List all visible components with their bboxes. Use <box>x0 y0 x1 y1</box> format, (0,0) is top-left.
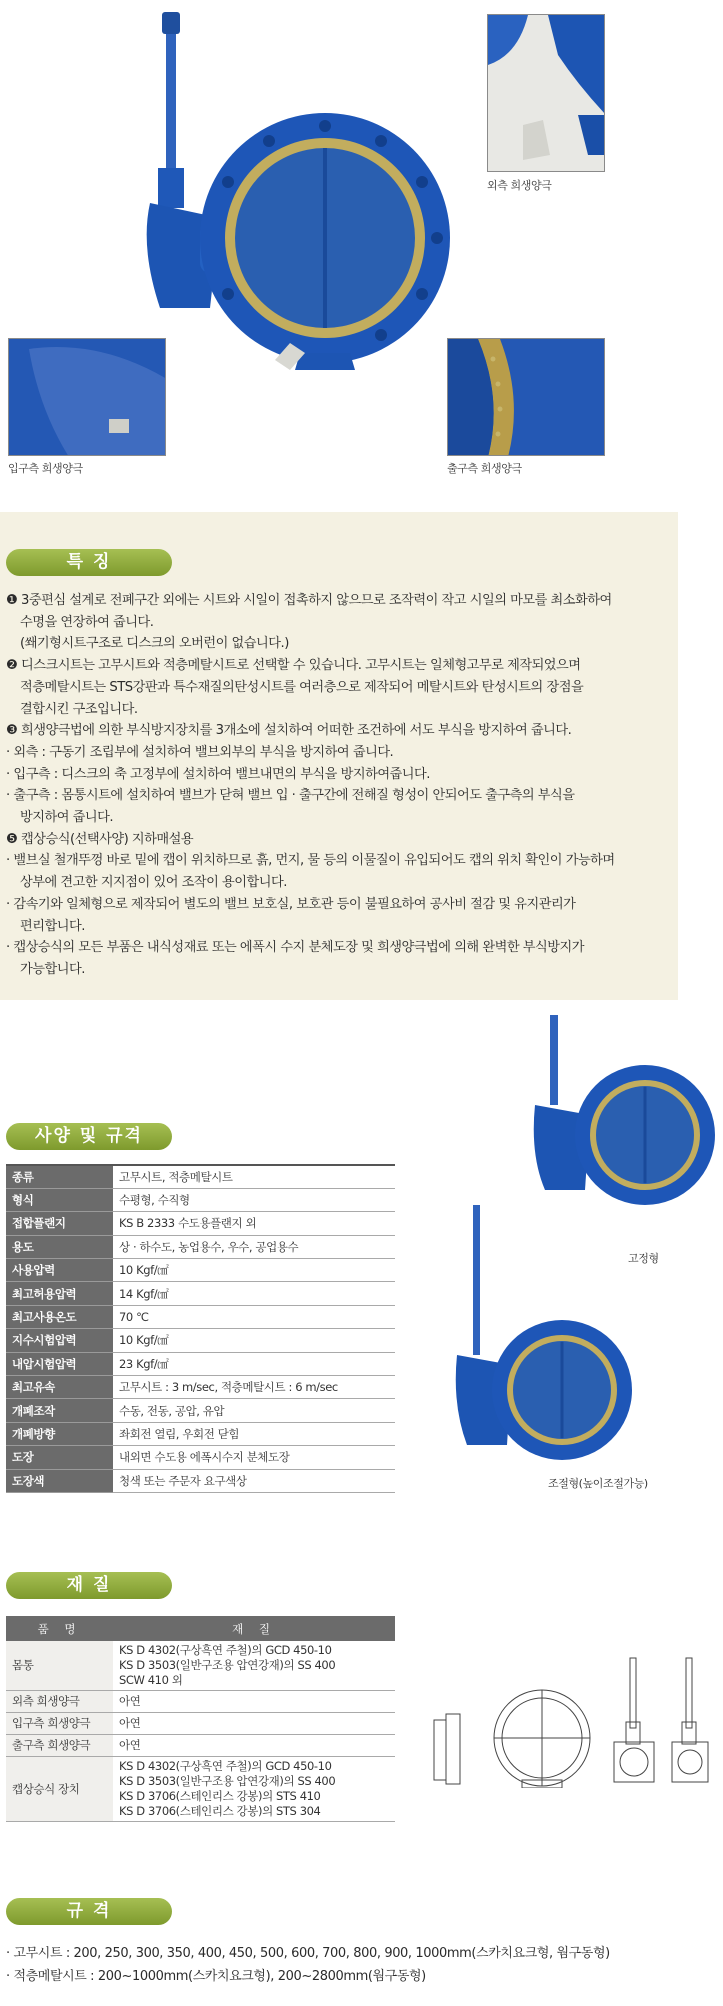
spec-row <box>6 1469 395 1492</box>
spec-value: 70 ℃ <box>113 1305 395 1328</box>
material-spec-line: 아연 <box>119 1716 141 1730</box>
spec-value: 고무시트, 적층메탈시트 <box>113 1165 395 1188</box>
main-valve-photo <box>140 8 460 378</box>
material-spec-line: SCW 410 외 <box>119 1673 183 1687</box>
spec-row <box>6 1422 395 1445</box>
feature-line: · 밸브실 철개뚜껑 바로 밑에 캡이 위치하므로 흙, 먼지, 물 등의 이물질이 유입되어도 캡의 위치 확인이 가능하며 <box>6 853 615 869</box>
specs-heading: 사양 및 규격 <box>6 1123 172 1150</box>
spec-value: 상 · 하수도, 농업용수, 우수, 공업용수 <box>113 1235 395 1258</box>
material-spec <box>113 1757 395 1822</box>
spec-row <box>6 1399 395 1422</box>
spec-key: 사용압력 <box>6 1259 113 1282</box>
material-row <box>6 1713 395 1735</box>
spec-value: 수평형, 수직형 <box>113 1188 395 1211</box>
feature-line: 편리합니다. <box>20 918 85 934</box>
material-part: 입구측 희생양극 <box>6 1713 113 1735</box>
material-spec <box>113 1735 395 1757</box>
outer-anode-caption: 외측 희생양극 <box>487 179 552 192</box>
spec-row <box>6 1188 395 1211</box>
spec-row <box>6 1352 395 1375</box>
spec-key: 형식 <box>6 1188 113 1211</box>
valve-technical-drawing <box>432 1652 720 1788</box>
specs-table <box>6 1164 395 1493</box>
spec-value: 10 Kgf/㎠ <box>113 1329 395 1352</box>
feature-line: ❷ 디스크시트는 고무시트와 적층메탈시트로 선택할 수 있습니다. 고무시트는 일체형고무로 제작되었으며 <box>6 658 581 674</box>
outlet-anode-caption: 출구측 희생양극 <box>447 462 522 475</box>
spec-value: 23 Kgf/㎠ <box>113 1352 395 1375</box>
material-part: 출구측 희생양극 <box>6 1735 113 1757</box>
feature-line: ❺ 캡상승식(선택사양) 지하매설용 <box>6 831 194 847</box>
spec-key: 도장색 <box>6 1469 113 1492</box>
adjustable-type-valve-photo <box>452 1205 642 1465</box>
spec-value: 내외면 수도용 에폭시수지 분체도장 <box>113 1446 395 1469</box>
feature-line: 상부에 견고한 지지점이 있어 조작이 용이합니다. <box>20 875 287 891</box>
spec-value: KS B 2333 수도용플랜지 외 <box>113 1212 395 1235</box>
spec-value: 14 Kgf/㎠ <box>113 1282 395 1305</box>
inlet-anode-photo <box>8 338 166 456</box>
materials-col-part: 품 명 <box>6 1616 113 1641</box>
feature-line: 적층메탈시트는 STS강판과 특수재질의탄성시트를 여러층으로 제작되어 메탈시트와 탄성시트의 장점을 <box>20 679 584 695</box>
feature-line: (쐐기형시트구조로 디스크의 오버런이 없습니다.) <box>20 636 289 652</box>
spec-row <box>6 1376 395 1399</box>
material-row <box>6 1735 395 1757</box>
materials-col-material: 재 질 <box>113 1616 395 1641</box>
spec-key: 내압시험압력 <box>6 1352 113 1375</box>
spec-value: 10 Kgf/㎠ <box>113 1259 395 1282</box>
spec-key: 도장 <box>6 1446 113 1469</box>
outer-anode-photo <box>487 14 605 172</box>
spec-value: 좌회전 열림, 우회전 닫힘 <box>113 1422 395 1445</box>
material-part: 몸통 <box>6 1641 113 1691</box>
feature-line: · 외측 : 구동기 조립부에 설치하여 밸브외부의 부식을 방지하여 줍니다. <box>6 744 394 760</box>
spec-row <box>6 1165 395 1188</box>
adjustable-type-caption: 조절형(높이조절가능) <box>548 1477 648 1490</box>
feature-line: · 감속기와 일체형으로 제작되어 별도의 밸브 보호실, 보호관 등이 불필요하여 공사비 절감 및 유지관리가 <box>6 896 576 912</box>
materials-heading: 재 질 <box>6 1572 172 1599</box>
spec-key: 개폐조작 <box>6 1399 113 1422</box>
material-row <box>6 1757 395 1822</box>
spec-key: 최고허용압력 <box>6 1282 113 1305</box>
material-spec-line: 아연 <box>119 1694 141 1708</box>
spec-row <box>6 1259 395 1282</box>
feature-line: 가능합니다. <box>20 961 85 977</box>
spec-row <box>6 1235 395 1258</box>
sizes-heading: 규 격 <box>6 1898 172 1925</box>
material-row <box>6 1691 395 1713</box>
spec-key: 종류 <box>6 1165 113 1188</box>
outlet-anode-photo <box>447 338 605 456</box>
material-spec <box>113 1713 395 1735</box>
material-spec <box>113 1691 395 1713</box>
spec-value: 청색 또는 주문자 요구색상 <box>113 1469 395 1492</box>
spec-value: 고무시트 : 3 m/sec, 적층메탈시트 : 6 m/sec <box>113 1376 395 1399</box>
spec-key: 개폐방향 <box>6 1422 113 1445</box>
feature-line: 수명을 연장하여 줍니다. <box>20 614 154 630</box>
material-part: 외측 희생양극 <box>6 1691 113 1713</box>
feature-line: ❸ 희생양극법에 의한 부식방지장치를 3개소에 설치하여 어떠한 조건하에 서도 부식을 방지하여 줍니다. <box>6 723 572 739</box>
spec-key: 최고유속 <box>6 1376 113 1399</box>
material-spec <box>113 1641 395 1691</box>
material-spec-line: KS D 4302(구상흑연 주철)의 GCD 450-10 <box>119 1759 332 1773</box>
feature-line: ❶ 3중편심 설계로 전폐구간 외에는 시트와 시일이 접촉하지 않으므로 조작력이 작고 시일의 마모를 최소화하여 <box>6 593 612 608</box>
spec-value: 수동, 전동, 공압, 유압 <box>113 1399 395 1422</box>
material-part: 캡상승식 장치 <box>6 1757 113 1822</box>
spec-row <box>6 1212 395 1235</box>
material-spec-line: KS D 3706(스테인리스 강봉)의 STS 410 <box>119 1789 321 1803</box>
spec-row <box>6 1446 395 1469</box>
spec-key: 지수시험압력 <box>6 1329 113 1352</box>
materials-table <box>6 1616 395 1822</box>
material-spec-line: KS D 3503(일반구조용 압연강재)의 SS 400 <box>119 1774 336 1788</box>
material-spec-line: KS D 4302(구상흑연 주철)의 GCD 450-10 <box>119 1643 332 1657</box>
spec-row <box>6 1282 395 1305</box>
sizes-metal-seat: · 적층메탈시트 : 200~1000mm(스카치요크형), 200~2800mm(웜구동형) <box>6 1969 426 1984</box>
features-section <box>0 512 678 1000</box>
material-spec-line: 아연 <box>119 1738 141 1752</box>
fixed-type-valve-photo <box>530 1015 720 1205</box>
feature-line: 결합시킨 구조입니다. <box>20 701 138 717</box>
feature-line: · 캡상승식의 모든 부품은 내식성재료 또는 에폭시 수지 분체도장 및 희생양극법에 의해 완벽한 부식방지가 <box>6 940 584 956</box>
spec-row <box>6 1329 395 1352</box>
features-heading: 특 징 <box>6 549 172 576</box>
feature-line: 방지하여 줍니다. <box>20 810 114 825</box>
spec-row <box>6 1305 395 1328</box>
spec-key: 접합플랜지 <box>6 1212 113 1235</box>
sizes-rubber-seat: · 고무시트 : 200, 250, 300, 350, 400, 450, 500, 600, 700, 800, 900, 1000mm(스카치요크형, 웜구동형) <box>6 1946 610 1961</box>
spec-key: 용도 <box>6 1235 113 1258</box>
feature-line: · 출구측 : 몸통시트에 설치하여 밸브가 닫혀 밸브 입 · 출구간에 전해질 형성이 안되어도 출구측의 부식을 <box>6 788 575 804</box>
material-spec-line: KS D 3706(스테인리스 강봉)의 STS 304 <box>119 1804 321 1818</box>
material-row <box>6 1641 395 1691</box>
spec-key: 최고사용온도 <box>6 1305 113 1328</box>
inlet-anode-caption: 입구측 희생양극 <box>8 462 83 475</box>
material-spec-line: KS D 3503(일반구조용 압연강재)의 SS 400 <box>119 1658 336 1672</box>
fixed-type-caption: 고정형 <box>628 1252 659 1265</box>
feature-line: · 입구측 : 디스크의 축 고정부에 설치하여 밸브내면의 부식을 방지하여줍니다. <box>6 766 430 782</box>
